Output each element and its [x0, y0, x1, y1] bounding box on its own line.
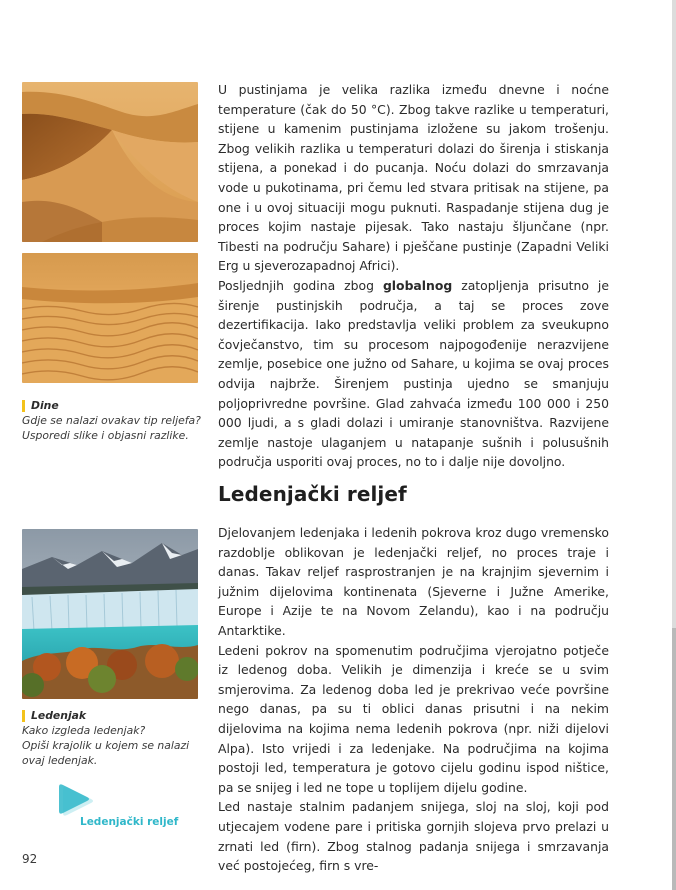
- glacier-text: [218, 523, 609, 876]
- paragraph: Led nastaje stalnim padanjem snijega, sloj na sloj, koji pod utjecajem vodene pare i pritiska gornjih slojeva prvo prelazi u zrnati led (firn). Zbog stalnog padanja snijega i smrzavanja već postojećeg, firn s vre-: [218, 799, 609, 874]
- dunes-photo-bottom: [22, 253, 198, 383]
- caption-dunes-line: Gdje se nalazi ovakav tip reljefa?: [22, 414, 201, 427]
- caption-glacier-title: [22, 708, 212, 723]
- caption-dunes-title-text: Dine: [31, 399, 59, 412]
- paragraph: U pustinjama je velika razlika između dnevne i noćne temperature (čak do 50 °C). Zbog takve razlike u temperaturi, stijene u kamenim pustinjama izložene su jakom trošenju. Zbog velikih razlika u temperaturi dolazi do širenja i stiskanja stijena, a ponekad i do pucanja. Noću dolazi do smrzavanja vode u pukotinama, pri čemu led stvara pritisak na stijene, pa one i u ovoj situaciji mogu puknuti. Raspadanje stijena dug je proces kojim nastaje pijesak. Tako nastaju šljunčane (npr. Tibesti na području Sahare) i pješčane pustinje (Zapadni Veliki Erg u sjeverozapadnoj Africi).: [218, 82, 609, 274]
- paragraph: [218, 276, 609, 472]
- glacier-photo: [22, 529, 198, 699]
- video-link-label[interactable]: Ledenjački reljef: [80, 816, 179, 828]
- video-link-button[interactable]: [57, 783, 177, 833]
- page-number: 92: [22, 852, 38, 866]
- caption-marker: [22, 710, 25, 722]
- caption-dunes-line: Usporedi slike i objasni razlike.: [22, 429, 189, 442]
- caption-glacier-line: Opiši krajolik u kojem se nalazi: [22, 739, 190, 752]
- caption-glacier-line: ovaj ledenjak.: [22, 754, 98, 767]
- page-edge: [672, 0, 676, 890]
- caption-glacier: [22, 708, 212, 768]
- section-heading: Ledenjački reljef: [218, 482, 407, 506]
- desert-text: [218, 80, 609, 472]
- text-run: zatopljenja prisutno je širenje pustinjskih područja, a taj se proces zove dezertifikacija. Iako predstavlja veliki problem za sveukupno čovječanstvo, tim su procesom najpogođenije nerazvijene zemlje, posebice one južno od Sahare, u kojima se ovaj proces odvija najbrže. Širenjem pustinja ujedno se smanjuju poljoprivredne površine. Glad zahvaća između 100 000 i 250 000 ljudi, a s gladi dolazi i umiranje stanovništva. Razvijene zemlje nastoje ulaganjem u natapanje sušnih i polusušnih područja usporiti ovaj proces, no to i dalje nije dovoljno.: [218, 277, 609, 470]
- caption-marker: [22, 400, 25, 412]
- caption-dunes-title: [22, 398, 212, 413]
- caption-dunes: [22, 398, 212, 443]
- paragraph: Djelovanjem ledenjaka i ledenih pokrova kroz dugo vremensko razdoblje oblikovan je ledenjački reljef, no proces traje i danas. Takav reljef rasprostranjen je na krajnjim sjevernim i južnim dijelovima kontinenata (Sjeverne i Južne Amerike, Europe i Azije te na Novom Zelandu), kao i na području Antarktike.: [218, 525, 609, 638]
- dunes-photo-top: [22, 82, 198, 242]
- text-run: Posljednjih godina zbog: [218, 277, 383, 293]
- caption-glacier-title-text: Ledenjak: [31, 709, 87, 722]
- paragraph: Ledeni pokrov na spomenutim područjima vjerojatno potječe iz ledenog doba. Velikih je dimenzija i kreće se u svim smjerovima. Za ledenog doba led je prekrivao veće površine nego danas, pa su ti oblici danas prisutni i na nekim dijelovima na kojima nema ledenih pokrova (npr. niži dijelovi Alpa). Isto vrijedi i za ledenjake. Na područjima na kojima postoji led, temperatura je gotovo cijelu godinu ispod ništice, pa se snijeg i led ne tope u toplijem dijelu godine.: [218, 642, 609, 795]
- keyword-globalnog[interactable]: globalnog: [382, 277, 453, 293]
- page-edge-marker: [672, 628, 676, 890]
- caption-glacier-line: Kako izgleda ledenjak?: [22, 724, 146, 737]
